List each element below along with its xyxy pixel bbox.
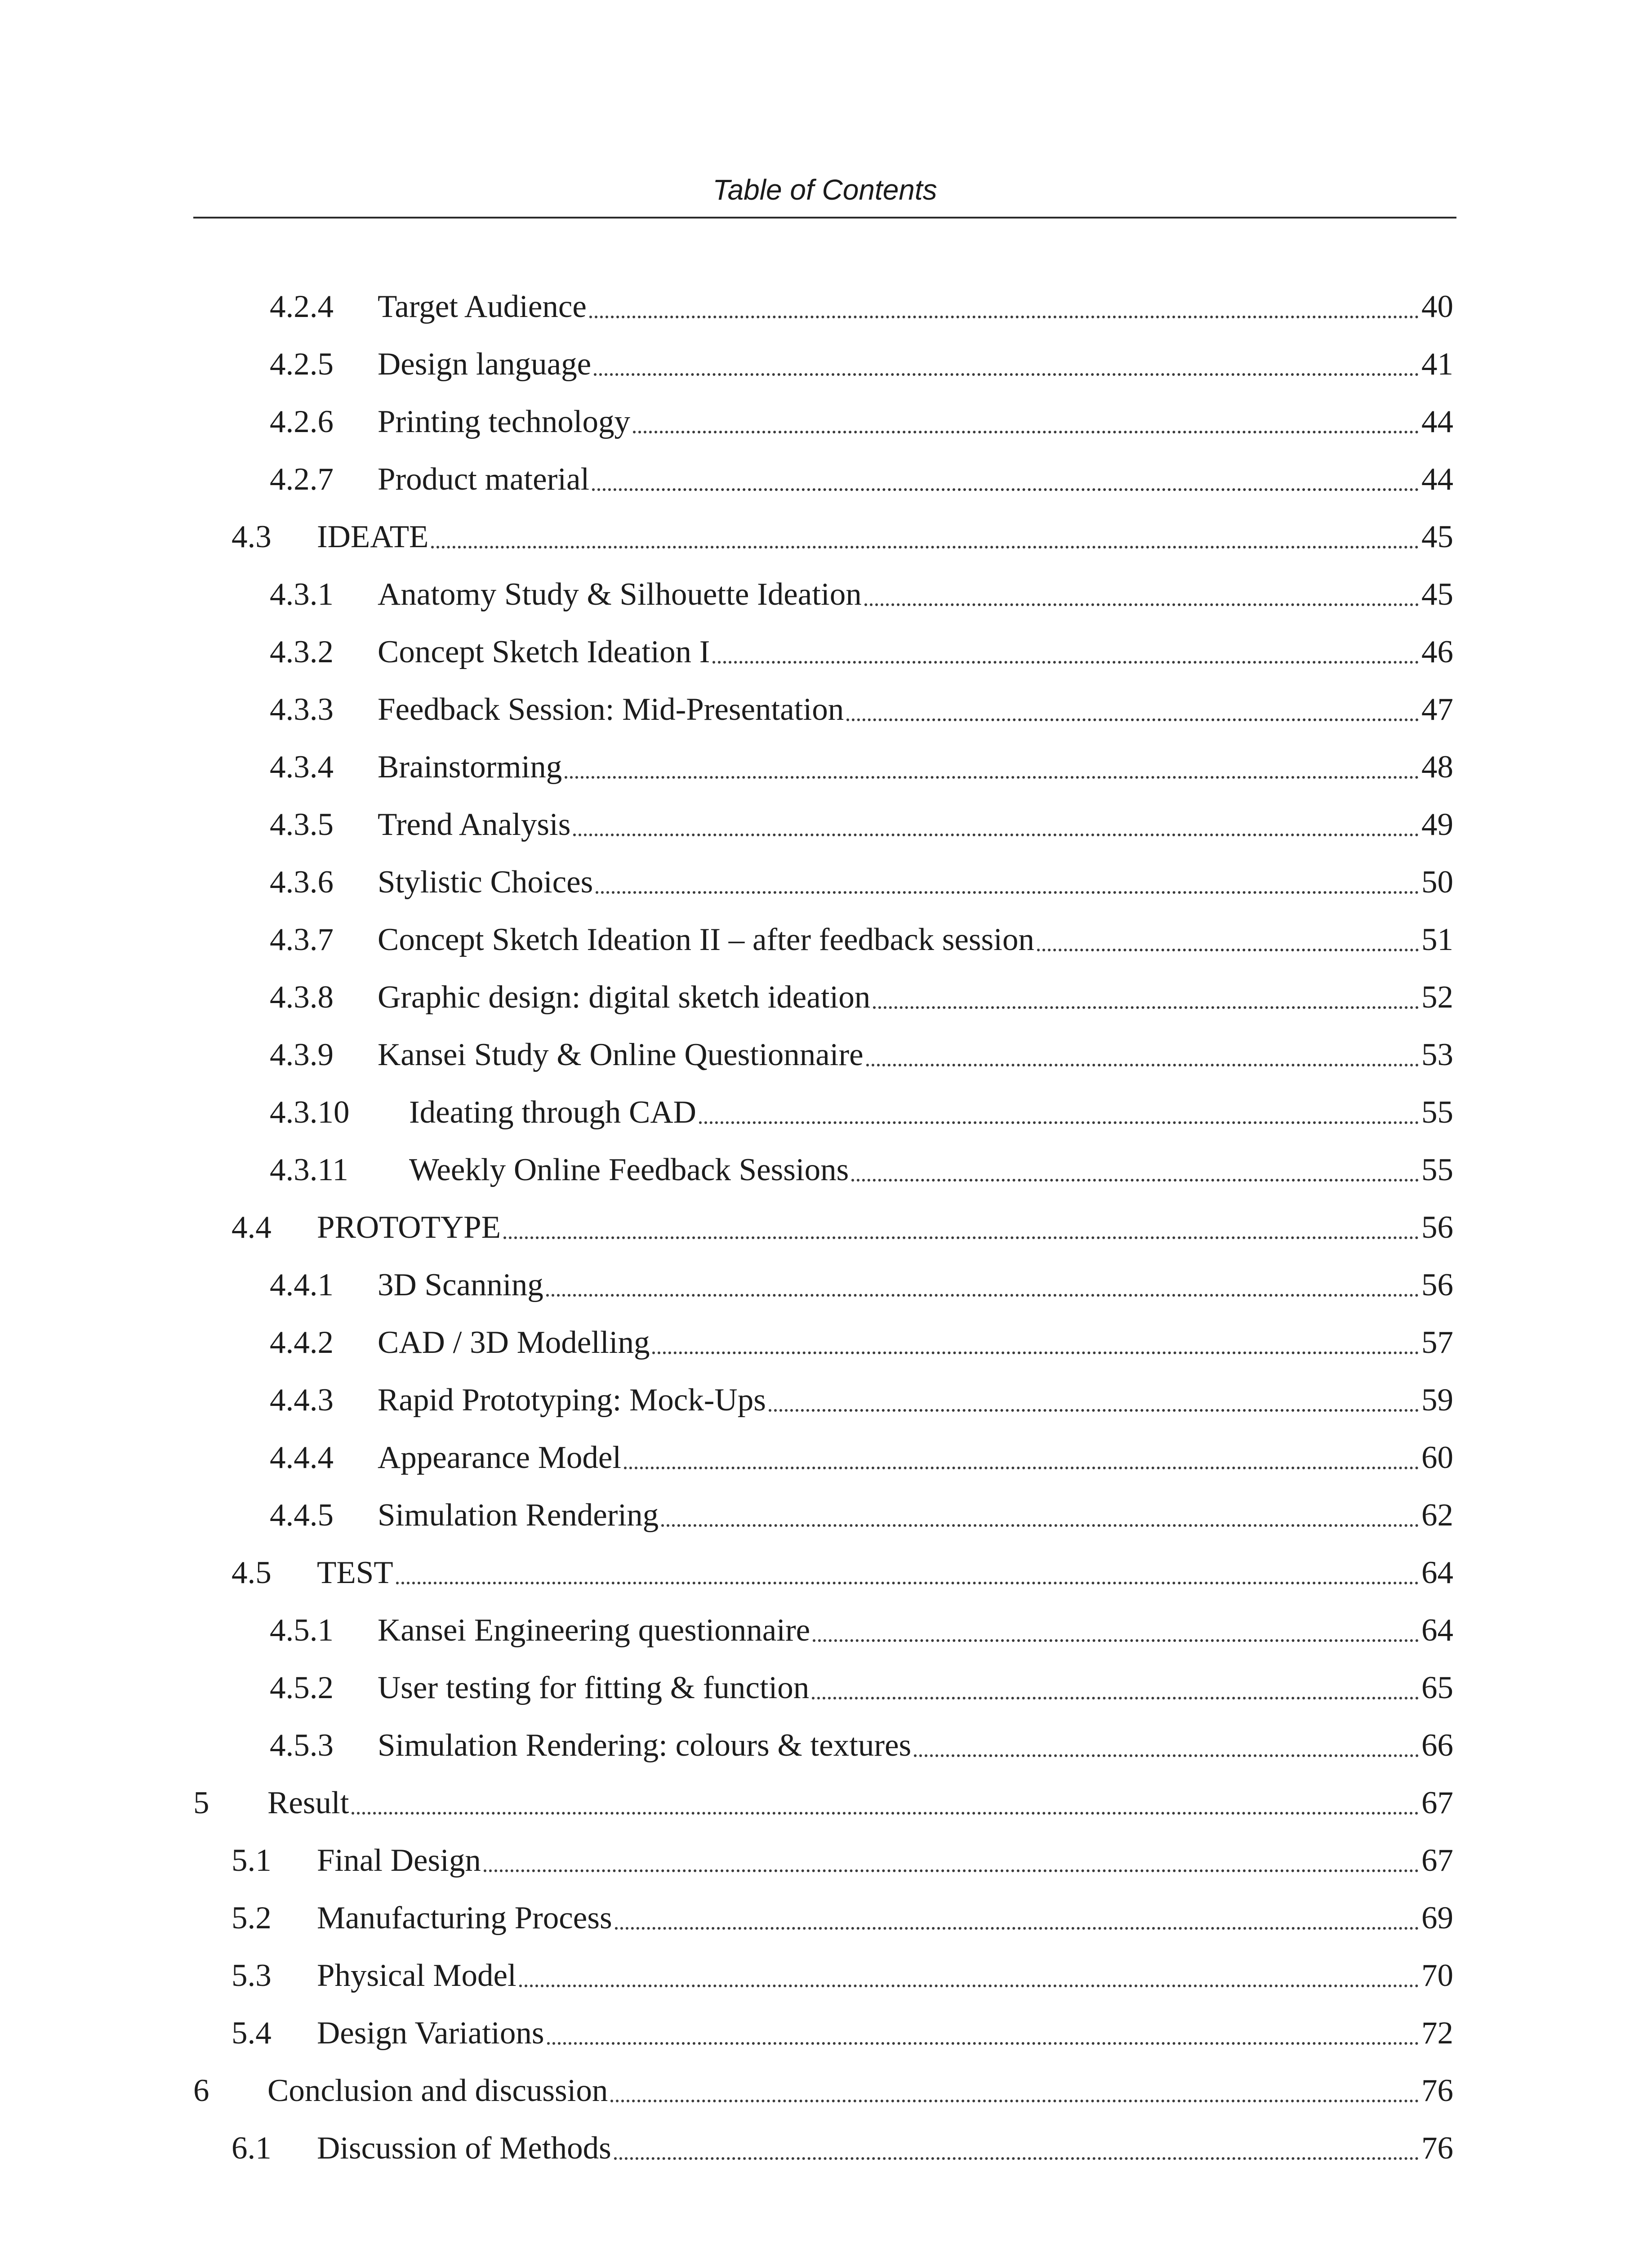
dot-leader [592,488,1419,491]
dot-leader [712,661,1419,664]
toc-entry-title[interactable]: Manufacturing Process [317,1900,612,1936]
toc-entry-title[interactable]: Trend Analysis [378,807,571,842]
toc-entry-page-number[interactable]: 45 [1421,577,1453,612]
dot-leader [812,1697,1419,1699]
dot-leader [589,316,1419,318]
toc-entry-page-number[interactable]: 62 [1421,1498,1453,1533]
dot-leader [484,1869,1419,1872]
dot-leader [661,1524,1419,1527]
toc-entry[interactable] [0,1244,1652,1301]
toc-entry[interactable] [0,1301,1652,1359]
toc-entry-title[interactable]: Physical Model [317,1958,517,1993]
dot-leader [1037,949,1419,951]
toc-entry-line [378,809,1453,841]
toc-entry-page-number[interactable]: 56 [1421,1210,1453,1245]
toc-entry-number: 5.2 [232,1900,272,1936]
toc-entry[interactable] [0,726,1652,783]
toc-entry-title[interactable]: Anatomy Study & Silhouette Ideation [378,577,862,612]
toc-entry-title[interactable]: Simulation Rendering: colours & textures [378,1728,912,1763]
toc-entry-number: 4.3.5 [270,807,334,842]
toc-entry-number: 4.5.3 [270,1728,334,1763]
dot-leader [573,834,1419,836]
toc-entry[interactable] [0,380,1652,438]
toc-entry-page-number[interactable]: 46 [1421,634,1453,669]
toc-entry[interactable] [0,1416,1652,1474]
toc-entry-line [378,751,1453,783]
dot-leader [633,431,1419,433]
toc-entry[interactable] [0,1186,1652,1244]
toc-entry-page-number[interactable]: 65 [1421,1670,1453,1705]
dot-leader [846,718,1419,721]
toc-entry[interactable] [0,1589,1652,1646]
dot-leader [866,1064,1419,1066]
toc-entry-number: 4.3.9 [270,1037,334,1072]
toc-entry[interactable] [0,2107,1652,2164]
dot-leader [396,1582,1419,1584]
toc-entry-number: 4.3.7 [270,922,334,957]
dot-leader [914,1754,1419,1757]
toc-entry-page-number[interactable]: 59 [1421,1383,1453,1418]
toc-entry[interactable] [0,1992,1652,2049]
toc-entry[interactable] [0,841,1652,898]
dot-leader [873,1006,1419,1009]
toc-entry-page-number[interactable]: 40 [1421,289,1453,324]
toc-entry-page-number[interactable]: 50 [1421,865,1453,900]
dot-leader [546,1294,1419,1297]
toc-entry-number: 4.5 [232,1555,272,1590]
toc-entry-number: 4.3.1 [270,577,334,612]
toc-entry-number: 4.2.6 [270,404,334,439]
toc-entry-title[interactable]: Ideating through CAD [409,1095,696,1130]
toc-entry-title[interactable]: Discussion of Methods [317,2131,611,2166]
dot-leader [503,1236,1419,1239]
toc-entry-page-number[interactable]: 53 [1421,1037,1453,1072]
toc-entry-page-number[interactable]: 67 [1421,1785,1453,1820]
toc-entry-title[interactable]: Kansei Engineering questionnaire [378,1613,810,1648]
dot-leader [610,2100,1419,2102]
toc-entry[interactable] [0,1359,1652,1416]
toc-entry-line [378,1442,1453,1474]
toc-entry-line [378,1499,1453,1531]
toc-entry-number: 5 [193,1785,209,1820]
toc-entry-number: 4.4.2 [270,1325,334,1360]
toc-entry-line [378,924,1453,956]
dot-leader [431,546,1419,549]
dot-leader [594,373,1419,376]
dot-leader [614,2157,1419,2160]
toc-entry-title[interactable]: TEST [317,1555,393,1590]
toc-entry-line [378,348,1453,380]
dot-leader [813,1639,1419,1642]
toc-entry-number: 4.3.8 [270,980,334,1015]
toc-entry-page-number[interactable]: 52 [1421,980,1453,1015]
toc-entry-title[interactable]: 3D Scanning [378,1267,543,1302]
toc-entry-page-number[interactable]: 45 [1421,519,1453,554]
toc-entry-page-number[interactable]: 72 [1421,2016,1453,2051]
toc-entry-title[interactable]: Result [267,1785,349,1820]
toc-entry-number: 5.3 [232,1958,272,1993]
toc-entry-page-number[interactable]: 47 [1421,692,1453,727]
toc-entry-title[interactable]: Design language [378,347,592,382]
toc-entry[interactable] [0,1646,1652,1704]
toc-entry-line [378,636,1453,668]
toc-entry[interactable] [0,1128,1652,1186]
dot-leader [519,1985,1419,1987]
toc-entry[interactable] [0,553,1652,611]
toc-entry-number: 6.1 [232,2131,272,2166]
toc-entry-line [267,2075,1453,2107]
toc-entry-number: 4.2.4 [270,289,334,324]
toc-entry-number: 4.2.7 [270,462,334,497]
toc-entry-page-number[interactable]: 69 [1421,1900,1453,1936]
table-of-contents [0,265,1652,2164]
toc-entry[interactable] [0,1877,1652,1934]
toc-entry-page-number[interactable]: 57 [1421,1325,1453,1360]
dot-leader [652,1351,1419,1354]
toc-entry-number: 5.4 [232,2016,272,2051]
toc-entry-page-number[interactable]: 55 [1421,1152,1453,1187]
toc-entry-number: 4.3.2 [270,634,334,669]
toc-entry-line [317,521,1453,553]
toc-entry-number: 4.3.10 [270,1095,350,1130]
toc-entry-number: 4.4.4 [270,1440,334,1475]
toc-entry[interactable] [0,668,1652,726]
toc-entry-title[interactable]: Concept Sketch Ideation II – after feedback session [378,922,1034,957]
toc-entry-line [378,1327,1453,1359]
toc-entry[interactable] [0,495,1652,553]
toc-entry[interactable] [0,265,1652,323]
toc-entry[interactable] [0,1819,1652,1877]
dot-leader [352,1812,1419,1815]
toc-entry-page-number[interactable]: 41 [1421,347,1453,382]
toc-entry-title[interactable]: Brainstorming [378,749,562,785]
toc-entry-number: 4.3.3 [270,692,334,727]
toc-entry[interactable] [0,1704,1652,1762]
toc-entry-page-number[interactable]: 76 [1421,2073,1453,2108]
toc-entry-number: 4.3.6 [270,865,334,900]
toc-entry-line [317,1902,1453,1934]
toc-entry-page-number[interactable]: 44 [1421,404,1453,439]
toc-entry-line [378,464,1453,495]
toc-entry-title[interactable]: Rapid Prototyping: Mock-Ups [378,1383,766,1418]
toc-entry-number: 5.1 [232,1843,272,1878]
dot-leader [864,603,1419,606]
toc-entry-number: 4.2.5 [270,347,334,382]
toc-entry-line [317,2132,1453,2164]
toc-entry-number: 6 [193,2073,209,2108]
dot-leader [565,776,1419,779]
toc-entry-line [378,1615,1453,1646]
toc-entry[interactable] [0,611,1652,668]
toc-entry[interactable] [0,1934,1652,1992]
toc-entry[interactable] [0,1071,1652,1128]
toc-entry[interactable] [0,2049,1652,2107]
toc-entry-number: 4.3.11 [270,1152,348,1187]
toc-entry[interactable] [0,1474,1652,1531]
toc-entry-line [317,2017,1453,2049]
header-rule [193,217,1456,219]
dot-leader [699,1121,1419,1124]
toc-entry-title[interactable]: Stylistic Choices [378,865,593,900]
toc-entry-line [317,1960,1453,1992]
toc-entry-line [378,291,1453,323]
dot-leader [769,1409,1419,1412]
toc-entry-title[interactable]: Design Variations [317,2016,544,2051]
toc-entry-line [378,981,1453,1013]
toc-entry[interactable] [0,1531,1652,1589]
toc-entry-line [317,1212,1453,1244]
toc-entry-line [378,1384,1453,1416]
toc-entry-page-number[interactable]: 67 [1421,1843,1453,1878]
dot-leader [851,1179,1419,1182]
running-header: Table of Contents [712,174,937,206]
toc-entry-title[interactable]: Feedback Session: Mid-Presentation [378,692,844,727]
toc-entry[interactable] [0,956,1652,1013]
toc-entry-title[interactable]: Graphic design: digital sketch ideation [378,980,871,1015]
dot-leader [624,1467,1419,1469]
toc-entry[interactable] [0,1013,1652,1071]
toc-entry-title[interactable]: Conclusion and discussion [267,2073,608,2108]
toc-entry-line [409,1097,1453,1128]
toc-entry-page-number[interactable]: 66 [1421,1728,1453,1763]
toc-entry-page-number[interactable]: 49 [1421,807,1453,842]
toc-entry[interactable] [0,1762,1652,1819]
toc-entry-title[interactable]: Weekly Online Feedback Sessions [409,1152,849,1187]
toc-entry-page-number[interactable]: 64 [1421,1555,1453,1590]
dot-leader [547,2042,1419,2045]
toc-entry-line [378,1730,1453,1762]
dot-leader [596,891,1419,894]
toc-entry-page-number[interactable]: 70 [1421,1958,1453,1993]
toc-entry-page-number[interactable]: 48 [1421,749,1453,785]
toc-entry[interactable] [0,783,1652,841]
toc-entry[interactable] [0,438,1652,495]
toc-entry-number: 4.4 [232,1210,272,1245]
toc-entry-line [267,1787,1453,1819]
toc-entry-line [378,1039,1453,1071]
toc-entry-title[interactable]: PROTOTYPE [317,1210,501,1245]
toc-entry-title[interactable]: CAD / 3D Modelling [378,1325,650,1360]
toc-entry-page-number[interactable]: 60 [1421,1440,1453,1475]
toc-entry-line [378,694,1453,726]
toc-entry-page-number[interactable]: 56 [1421,1267,1453,1302]
toc-entry[interactable] [0,323,1652,380]
toc-entry-title[interactable]: Final Design [317,1843,481,1878]
toc-entry-line [317,1557,1453,1589]
toc-entry-title[interactable]: Printing technology [378,404,631,439]
toc-entry[interactable] [0,898,1652,956]
toc-entry-page-number[interactable]: 51 [1421,922,1453,957]
toc-entry-title[interactable]: Product material [378,462,590,497]
toc-entry-page-number[interactable]: 55 [1421,1095,1453,1130]
toc-entry-line [317,1845,1453,1877]
toc-entry-page-number[interactable]: 76 [1421,2131,1453,2166]
toc-entry-line [378,579,1453,611]
toc-entry-number: 4.4.5 [270,1498,334,1533]
toc-entry-line [378,1672,1453,1704]
toc-entry-number: 4.4.1 [270,1267,334,1302]
dot-leader [615,1927,1419,1930]
toc-entry-number: 4.5.1 [270,1613,334,1648]
toc-entry-number: 4.3 [232,519,272,554]
toc-entry-number: 4.3.4 [270,749,334,785]
toc-entry-page-number[interactable]: 64 [1421,1613,1453,1648]
toc-entry-number: 4.5.2 [270,1670,334,1705]
toc-entry-title[interactable]: User testing for fitting & function [378,1670,810,1705]
toc-entry-line [378,1269,1453,1301]
toc-entry-title[interactable]: Kansei Study & Online Questionnaire [378,1037,864,1072]
toc-entry-title[interactable]: Target Audience [378,289,587,324]
toc-entry-line [409,1154,1453,1186]
toc-entry-title[interactable]: Appearance Model [378,1440,622,1475]
toc-entry-line [378,866,1453,898]
toc-entry-title[interactable]: IDEATE [317,519,429,554]
toc-entry-page-number[interactable]: 44 [1421,462,1453,497]
toc-entry-title[interactable]: Concept Sketch Ideation I [378,634,710,669]
toc-entry-line [378,406,1453,438]
toc-entry-title[interactable]: Simulation Rendering [378,1498,659,1533]
toc-entry-number: 4.4.3 [270,1383,334,1418]
